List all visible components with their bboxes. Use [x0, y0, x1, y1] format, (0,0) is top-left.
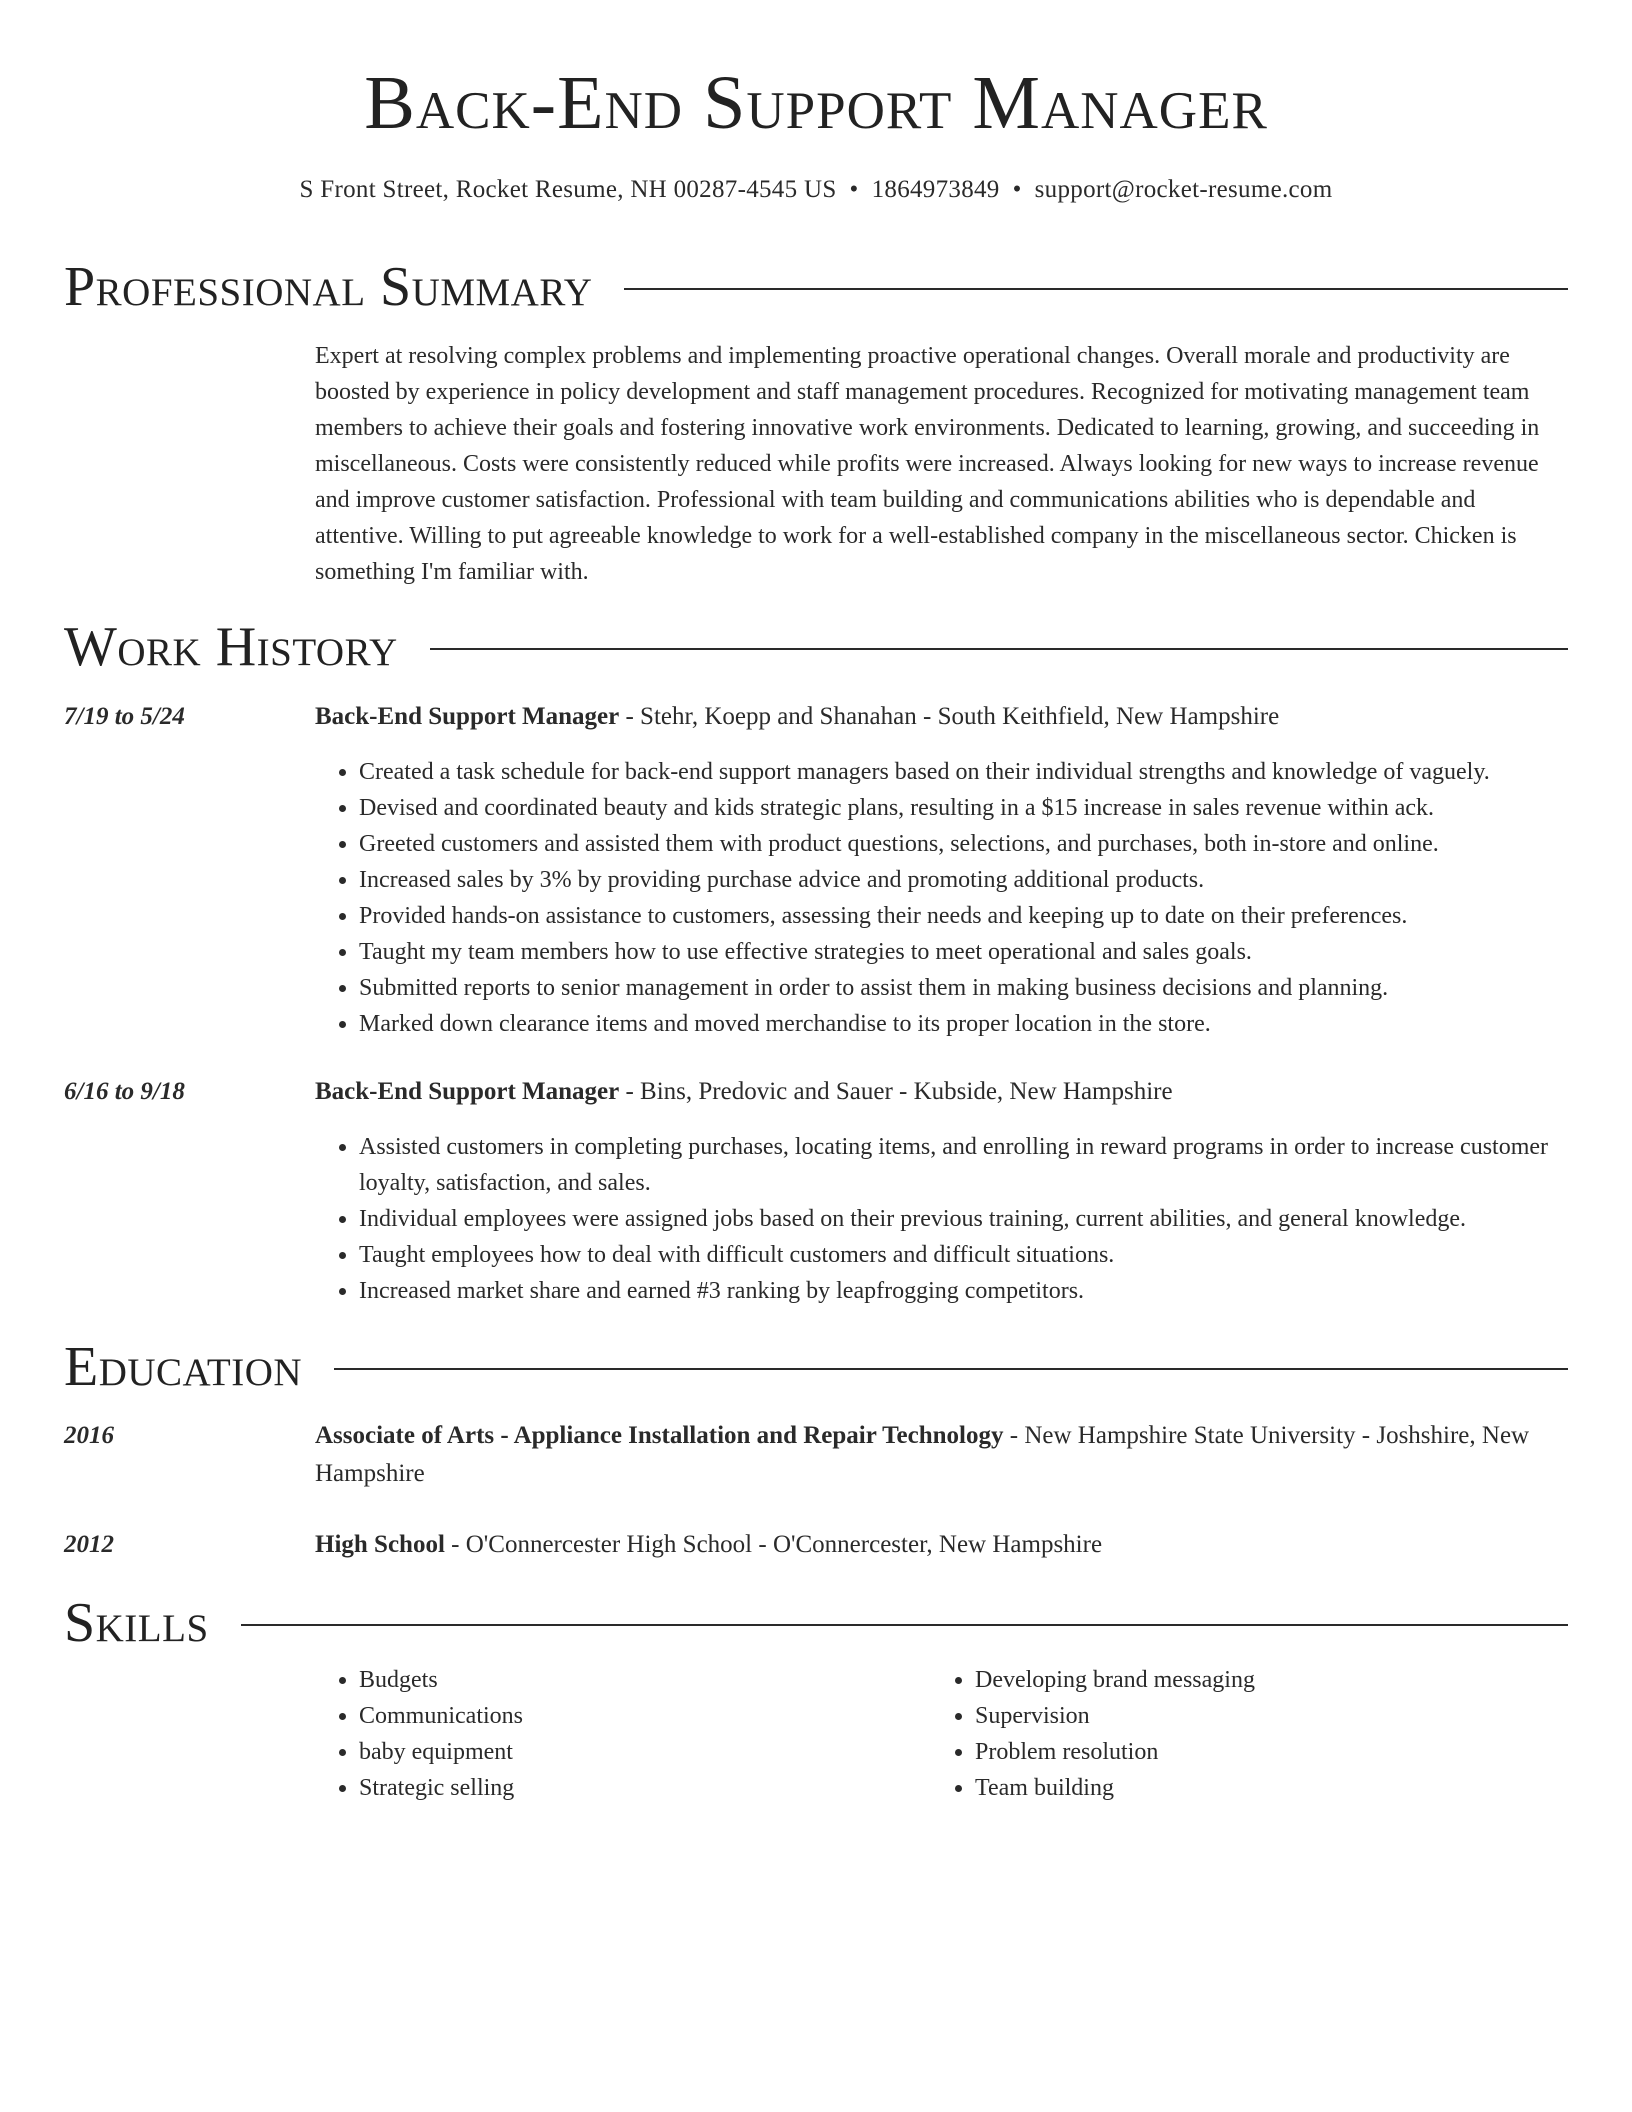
- work-bullet: • Increased market share and earned #3 ranking by leapfrogging competitors.: [359, 1273, 1614, 1309]
- education-title-line: [315, 1526, 1575, 1564]
- education-school: - New Hampshire State University - Joshshire, New Hampshire: [315, 1422, 1530, 1487]
- education-year: 2012: [64, 1531, 114, 1558]
- work-bullet: • Created a task schedule for back-end support managers based on their individual strengths and knowledge of vaguely.: [359, 754, 1614, 790]
- skills-list-right: [931, 1662, 1575, 1806]
- candidate-name: Back-End Support Manager: [364, 61, 1268, 145]
- work-bullets: [315, 754, 1614, 1042]
- skill-item: • Strategic selling: [359, 1770, 919, 1806]
- work-bullet: • Taught employees how to deal with difficult customers and difficult situations.: [359, 1237, 1614, 1273]
- section-title-education: Education: [64, 1336, 303, 1398]
- skill-item: • Developing brand messaging: [975, 1662, 1575, 1698]
- section-header-education: [64, 1332, 1568, 1402]
- work-title: Back-End Support Manager: [315, 703, 620, 730]
- section-divider: [430, 648, 1568, 650]
- contact-separator: •: [1012, 176, 1022, 203]
- skills-list-left: [315, 1662, 919, 1806]
- work-bullet: • Increased sales by 3% by providing purchase advice and promoting additional products.: [359, 862, 1614, 898]
- contact-line: [0, 174, 1632, 206]
- contact-phone: 1864973849: [871, 176, 1000, 203]
- work-employer: - Stehr, Koepp and Shanahan - South Keithfield, New Hampshire: [619, 703, 1280, 730]
- work-title: Back-End Support Manager: [315, 1078, 620, 1105]
- work-dates: 7/19 to 5/24: [64, 703, 185, 730]
- section-header-skills: [64, 1588, 1568, 1658]
- work-bullet: • Submitted reports to senior management in order to assist them in making business decisions and planning.: [359, 970, 1614, 1006]
- work-bullet: • Greeted customers and assisted them with product questions, selections, and purchases, both in-store and online.: [359, 826, 1614, 862]
- section-title-work: Work History: [64, 616, 398, 678]
- summary-text: Expert at resolving complex problems and implementing proactive operational changes. Overall morale and productivity are boosted by experience in policy development and staff management procedures. Recognized for motivating management team members to achieve their goals and fostering innovative work environments. Dedicated to learning, growing, and succeeding in miscellaneous. Costs were consistently reduced while profits were increased. Always looking for new ways to increase revenue and improve customer satisfaction. Professional with team building and communications abilities who is dependable and attentive. Willing to put agreeable knowledge to work for a well-established company in the miscellaneous sector. Chicken is something I'm familiar with.: [315, 343, 1540, 585]
- education-year: 2016: [64, 1422, 114, 1449]
- section-divider: [624, 288, 1568, 290]
- section-divider: [241, 1624, 1568, 1626]
- education-title-line: [315, 1417, 1575, 1493]
- section-divider: [334, 1368, 1568, 1370]
- work-bullet: • Devised and coordinated beauty and kids strategic plans, resulting in a $15 increase in sales revenue within ack.: [359, 790, 1614, 826]
- contact-email: support@rocket-resume.com: [1034, 176, 1333, 203]
- education-degree: Associate of Arts - Appliance Installation and Repair Technology: [315, 1422, 1004, 1449]
- contact-address: S Front Street, Rocket Resume, NH 00287-4545 US: [299, 176, 837, 203]
- work-title-line: [315, 698, 1575, 736]
- education-degree: High School: [315, 1531, 445, 1558]
- skill-item: • Supervision: [975, 1698, 1575, 1734]
- section-title-skills: Skills: [64, 1592, 209, 1654]
- section-header-work: [64, 612, 1568, 682]
- contact-separator: •: [849, 176, 859, 203]
- work-bullet: • Individual employees were assigned jobs based on their previous training, current abilities, and general knowledge.: [359, 1201, 1614, 1237]
- section-header-summary: [64, 252, 1568, 322]
- work-bullet: • Assisted customers in completing purchases, locating items, and enrolling in reward programs in order to increase customer loyalty, satisfaction, and sales.: [359, 1129, 1614, 1201]
- work-bullet: • Marked down clearance items and moved merchandise to its proper location in the store.: [359, 1006, 1614, 1042]
- work-bullet: • Provided hands-on assistance to customers, assessing their needs and keeping up to date on their preferences.: [359, 898, 1614, 934]
- work-bullets: [315, 1129, 1614, 1309]
- work-dates: 6/16 to 9/18: [64, 1078, 185, 1105]
- skill-item: • Communications: [359, 1698, 919, 1734]
- section-title-summary: Professional Summary: [64, 256, 593, 318]
- skill-item: • baby equipment: [359, 1734, 919, 1770]
- skill-item: • Problem resolution: [975, 1734, 1575, 1770]
- skill-item: • Budgets: [359, 1662, 919, 1698]
- education-school: - O'Connercester High School - O'Connercester, New Hampshire: [444, 1531, 1103, 1558]
- work-title-line: [315, 1073, 1575, 1111]
- skill-item: • Team building: [975, 1770, 1575, 1806]
- work-bullet: • Taught my team members how to use effective strategies to meet operational and sales goals.: [359, 934, 1614, 970]
- work-employer: - Bins, Predovic and Sauer - Kubside, New Hampshire: [619, 1078, 1173, 1105]
